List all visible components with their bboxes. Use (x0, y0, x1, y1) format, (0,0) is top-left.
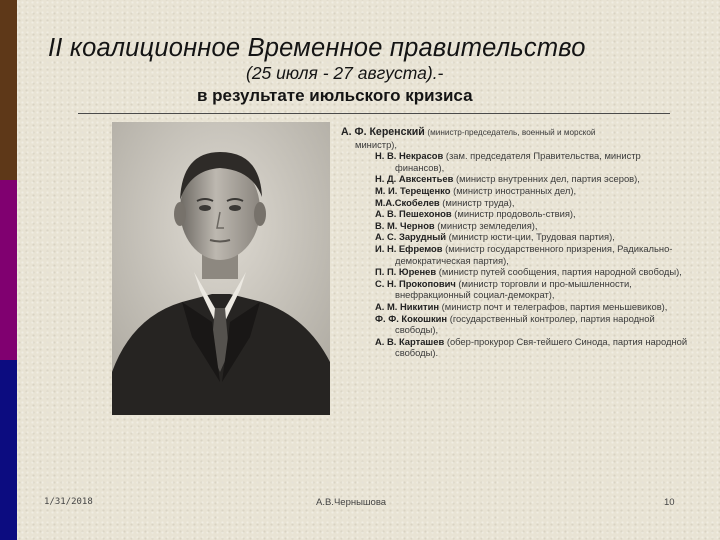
member-name: В. М. Чернов (375, 219, 435, 231)
list-item (341, 231, 690, 243)
member-name: Н. В. Некрасов (375, 150, 444, 162)
member-role: (министр труда), (442, 196, 515, 208)
slide-subtitle-dates: (25 июля - 27 августа).- (246, 63, 444, 83)
kerensky-portrait-photo (112, 122, 330, 415)
sidebar-block-brown (0, 0, 17, 180)
sidebar-block-purple (0, 180, 17, 360)
member-role: (министр внутренних дел, партия эсеров), (456, 173, 640, 185)
member-role: (государственный контролер, партия народной свободы), (395, 312, 655, 336)
list-item (341, 208, 690, 220)
member-role: (министр земледелия), (437, 219, 538, 231)
slide-title: ІІ коалиционное Временное правительство (48, 34, 586, 62)
member-role: (министр-председатель, военный и морской (427, 128, 596, 137)
member-role: (министр торговли и про-мышленности, внефракционный социал-демократ), (395, 277, 632, 301)
member-role: (министр юсти-ции, Трудовая партия), (448, 231, 615, 243)
government-members-list (341, 126, 690, 359)
member-name: А. С. Зарудный (375, 231, 447, 243)
list-item (341, 220, 690, 232)
footer-page-number: 10 (664, 497, 675, 508)
member-role: (министр почт и телеграфов, партия меньшевиков), (441, 300, 668, 312)
member-role: (министр путей сообщения, партия народной свободы), (438, 266, 682, 278)
member-name: М.А.Скобелев (375, 196, 440, 208)
member-role: (обер-прокурор Свя-тейшего Синода, партия народной свободы). (395, 335, 688, 359)
title-divider (78, 113, 670, 114)
list-item (341, 313, 690, 336)
member-name: М. И. Терещенко (375, 184, 451, 196)
list-item (341, 185, 690, 197)
member-name: А. В. Карташев (375, 335, 445, 347)
list-item (341, 243, 690, 266)
footer-date: 1/31/2018 (44, 497, 93, 507)
member-role: (министр продоволь-ствия), (454, 208, 576, 220)
list-item (341, 197, 690, 209)
member-name: А. М. Никитин (375, 300, 440, 312)
sidebar-block-blue (0, 360, 17, 540)
member-role: (министр государственного призрения, Радикально-демократическая партия), (395, 242, 673, 266)
member-role: (зам. председателя Правительства, министр финансов), (395, 150, 641, 173)
slide-subtitle-reason: в результате июльского кризиса (197, 86, 473, 105)
member-role: (министр иностранных дел), (453, 184, 577, 196)
member-name: Ф. Ф. Кокошкин (375, 312, 448, 324)
member-name: А. В. Пешехонов (375, 208, 452, 220)
list-item (341, 266, 690, 278)
member-name: Н. Д. Авксентьев (375, 173, 454, 185)
member-role-continuation: министр), (355, 138, 398, 150)
member-name: И. Н. Ефремов (375, 242, 443, 254)
member-name: С. Н. Прокопович (375, 277, 456, 289)
footer-author: А.В.Чернышова (316, 497, 387, 508)
list-item-continuation (341, 139, 690, 151)
member-name: П. П. Юренев (375, 266, 437, 278)
list-item (341, 126, 690, 139)
member-name: А. Ф. Керенский (341, 126, 425, 138)
sidebar-color-bar (0, 0, 17, 540)
list-item (341, 150, 690, 173)
list-item (341, 278, 690, 301)
list-item (341, 301, 690, 313)
list-item (341, 173, 690, 185)
list-item (341, 336, 690, 359)
